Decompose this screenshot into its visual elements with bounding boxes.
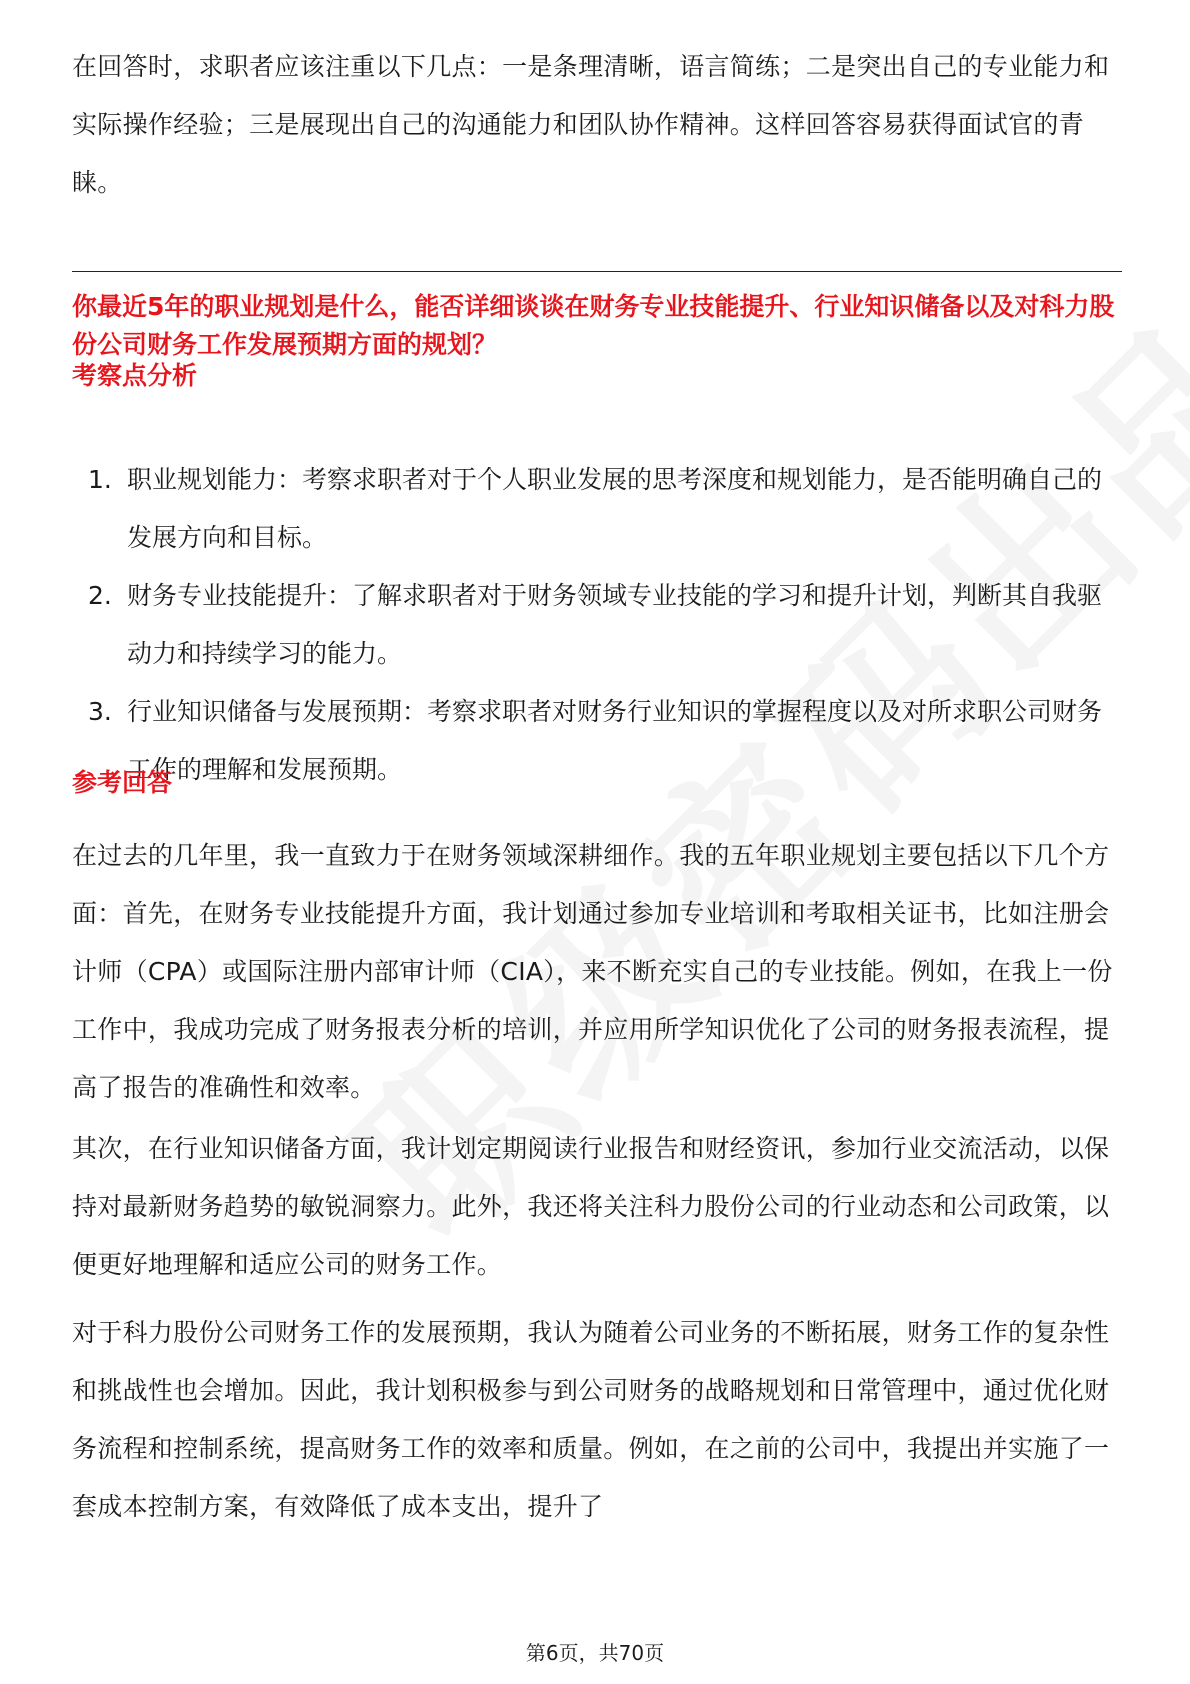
answer-paragraph: 其次，在行业知识储备方面，我计划定期阅读行业报告和财经资讯，参加行业交流活动，以保持对最新财务趋势的敏锐洞察力。此外，我还将关注科力股份公司的行业动态和公司政策，以便更好地理解和适应公司的财务工作。	[72, 1134, 1110, 1279]
analysis-item	[72, 683, 1122, 799]
section-divider	[72, 271, 1122, 272]
list-number: 1.	[88, 465, 112, 494]
answer-paragraph: 对于科力股份公司财务工作的发展预期，我认为随着公司业务的不断拓展，财务工作的复杂性和挑战性也会增加。因此，我计划积极参与到公司财务的战略规划和日常管理中，通过优化财务流程和控制系统，提高财务工作的效率和质量。例如，在之前的公司中，我提出并实施了一套成本控制方案，有效降低了成本支出，提升了	[72, 1318, 1110, 1521]
list-number: 3.	[88, 697, 112, 726]
analysis-item-text: 财务专业技能提升：了解求职者对于财务领域专业技能的学习和提升计划，判断其自我驱动力和持续学习的能力。	[127, 581, 1103, 668]
list-number: 2.	[88, 581, 112, 610]
analysis-item	[72, 567, 1122, 683]
page-footer: 第6页，共70页	[525, 1641, 665, 1665]
analysis-item-text: 职业规划能力：考察求职者对于个人职业发展的思考深度和规划能力，是否能明确自己的发展方向和目标。	[127, 465, 1103, 552]
analysis-heading: 考察点分析	[72, 361, 198, 390]
intro-paragraph: 在回答时，求职者应该注重以下几点：一是条理清晰，语言简练；二是突出自己的专业能力和实际操作经验；三是展现出自己的沟通能力和团队协作精神。这样回答容易获得面试官的青睐。	[72, 52, 1110, 197]
interview-question: 你最近5年的职业规划是什么，能否详细谈谈在财务专业技能提升、行业知识储备以及对科力股份公司财务工作发展预期方面的规划？	[72, 292, 1115, 359]
answer-paragraph: 在过去的几年里，我一直致力于在财务领域深耕细作。我的五年职业规划主要包括以下几个方面：首先，在财务专业技能提升方面，我计划通过参加专业培训和考取相关证书，比如注册会计师（CPA）或国际注册内部审计师（CIA），来不断充实自己的专业技能。例如，在我上一份工作中，我成功完成了财务报表分析的培训，并应用所学知识优化了公司的财务报表流程，提高了报告的准确性和效率。	[72, 841, 1113, 1102]
analysis-item	[72, 451, 1122, 567]
analysis-list	[72, 451, 1122, 799]
analysis-item-text: 行业知识储备与发展预期：考察求职者对财务行业知识的掌握程度以及对所求职公司财务工作的理解和发展预期。	[127, 697, 1103, 784]
answer-heading: 参考回答	[72, 768, 173, 797]
